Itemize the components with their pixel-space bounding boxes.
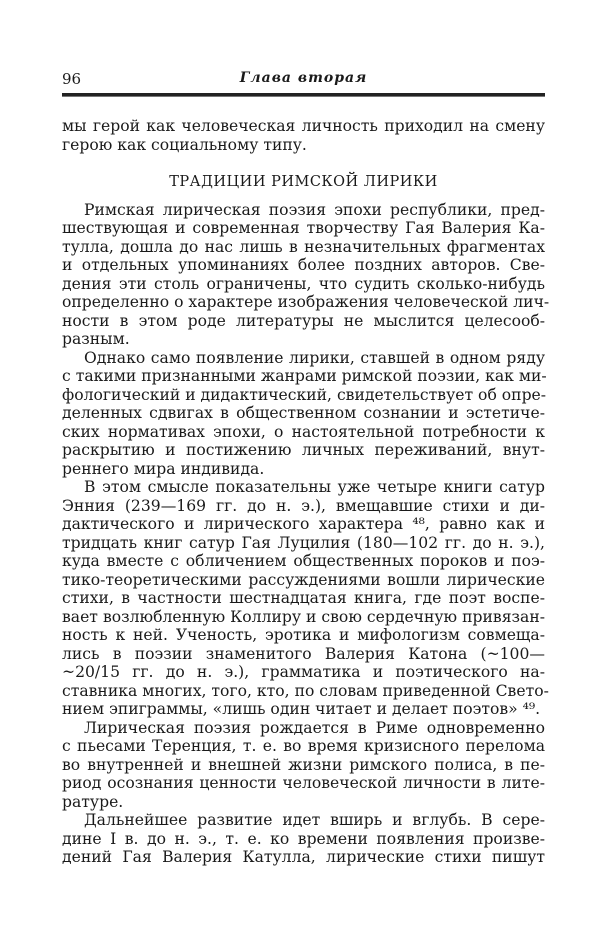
text-line: разным. bbox=[62, 330, 130, 348]
text-line: мы герой как человеческая личность приходил на смену bbox=[62, 117, 545, 135]
text-line: ~20/15 гг. до н. э.), грамматика и поэтического на- bbox=[62, 663, 545, 681]
paragraph bbox=[62, 719, 545, 812]
text-line: нием эпиграммы, «лишь один читает и делает поэтов» ⁴⁹. bbox=[62, 700, 541, 718]
text-line: тико-теоретическими рассуждениями вошли лирические bbox=[62, 570, 545, 589]
text-line: и отдельных упоминаниях более поздних авторов. Све- bbox=[62, 256, 545, 274]
text-line: раскрытию и постижению личных переживаний, внут- bbox=[62, 441, 545, 459]
text-line: лись в поэзии знаменитого Валерия Катона (~100— bbox=[62, 644, 545, 663]
text-line: реннего мира индивида. bbox=[62, 459, 265, 478]
paragraphs bbox=[62, 200, 550, 867]
text-line: ности в этом роде литературы не мыслится целесооб- bbox=[62, 311, 545, 330]
text-line: дине I в. до н. э., т. е. ко времени появления произве- bbox=[62, 829, 545, 848]
paragraph bbox=[62, 200, 550, 349]
text-line: ставника многих, того, кто, по словам приведенной Свето- bbox=[62, 681, 549, 700]
text-line: шествующая и современная творчеству Гая Валерия Ка- bbox=[62, 219, 545, 237]
text-line: ратуре. bbox=[62, 792, 124, 811]
section-heading: ТРАДИЦИИ РИМСКОЙ ЛИРИКИ bbox=[169, 174, 438, 190]
text-line: с такими признанными жанрами римской поэзии, как ми- bbox=[62, 367, 547, 385]
text-line: Энния (239—169 гг. до н. э.), вмещавшие стихи и ди- bbox=[62, 496, 545, 515]
text-line: Лирическая поэзия рождается в Риме одновременно bbox=[84, 718, 545, 737]
text-line: герою как социальному типу. bbox=[62, 135, 307, 154]
header-rule bbox=[62, 93, 545, 97]
text-line: Однако само появление лирики, ставшей в одном ряду bbox=[84, 348, 545, 367]
text-line: деленных сдвигах в общественном сознании и эстетиче- bbox=[62, 404, 545, 422]
text-line: куда вместе с обличением общественных пороков и поэ- bbox=[62, 552, 545, 570]
paragraph bbox=[62, 349, 545, 479]
text-line: Дальнейшее развитие идет вширь и вглубь. В сере- bbox=[84, 811, 545, 829]
text-line: ность к ней. Ученость, эротика и мифологизм совмеща- bbox=[62, 626, 545, 644]
paragraph bbox=[62, 478, 549, 719]
running-header bbox=[62, 70, 545, 90]
text-line: В этом смысле показательны уже четыре книги сатур bbox=[84, 478, 545, 496]
text-line: фологический и дидактический, свидетельствует об опре- bbox=[62, 385, 547, 404]
text-line: ских нормативах эпохи, о настоятельной потребности к bbox=[62, 422, 545, 441]
text-line: стихи, в частности шестнадцатая книга, где поэт воспе- bbox=[62, 589, 545, 607]
text-line: риод осознания ценности человеческой личности в лите- bbox=[62, 774, 545, 792]
text-line: дений Гая Валерия Катулла, лирические стихи пишут bbox=[62, 848, 545, 866]
text-line: во внутренней и внешней жизни римского полиса, в пе- bbox=[62, 755, 545, 774]
text-line: тридцать книг сатур Гая Луцилия (180—102 гг. до н. э.), bbox=[62, 533, 545, 552]
paragraph bbox=[62, 811, 545, 867]
continuation-text bbox=[62, 117, 545, 154]
text-line: тулла, дошла до нас лишь в незначительных фрагментах bbox=[62, 237, 545, 256]
text-line: определенно о характере изображения человеческой лич- bbox=[62, 293, 550, 311]
page-body bbox=[62, 117, 550, 867]
text-line: вает возлюбленную Коллиру и свою сердечную привязан- bbox=[62, 607, 545, 626]
text-line: Римская лирическая поэзия эпохи республики, пред- bbox=[84, 200, 545, 219]
text-line: дактического и лирического характера ⁴⁸, равно как и bbox=[62, 515, 545, 533]
text-line: дения эти столь ограничены, что судить сколько-нибудь bbox=[62, 274, 545, 293]
running-title: Глава вторая bbox=[239, 70, 368, 86]
text-line: с пьесами Теренция, т. е. во время кризисного перелома bbox=[62, 737, 545, 755]
page-number: 96 bbox=[62, 70, 82, 88]
